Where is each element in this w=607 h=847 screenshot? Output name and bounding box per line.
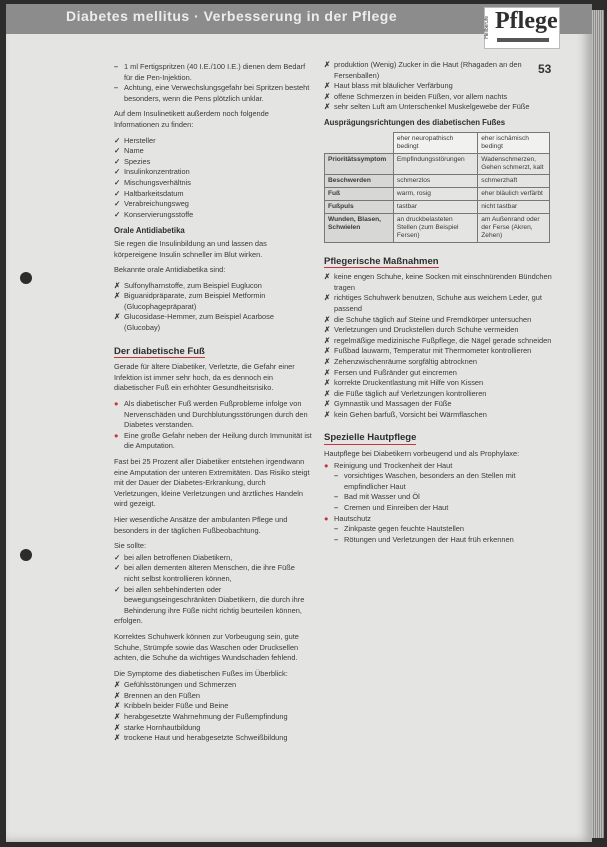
info-text: Auf dem Insulinetikett außerdem noch folgende Informationen zu finden: (114, 109, 269, 129)
list-item: ✓ bei allen betroffenen Diabetikern, (114, 553, 312, 564)
table-col-header: eher ischämisch bedingt (478, 132, 550, 153)
table-cell: Empfindungsstörungen (393, 153, 477, 174)
should-end: erfolgen. (114, 616, 143, 626)
table-row (325, 174, 550, 187)
table-row-label: Wunden, Blasen, Schwielen (325, 213, 394, 242)
page-stack-edge (590, 10, 604, 838)
table-row (325, 200, 550, 213)
list-item: – Bad mit Wasser und Öl (324, 492, 552, 503)
list-item: ● Hautschutz (324, 514, 552, 525)
list-item: ✗ die Schuhe täglich auf Steine und Fremdkörper untersuchen (324, 315, 552, 326)
list-item: ✗ Sulfonylharnstoffe, zum Beispiel Euglucon (114, 281, 312, 292)
table-col-header: eher neuropathisch bedingt (393, 132, 477, 153)
logo-underline (497, 38, 549, 42)
foot-extra-text: Fast bei 25 Prozent aller Diabetiker entstehen irgendwann eine Amputation der unteren Extremitäten. Das Risiko steigt mit der Dauer der Diabetes-Erkrankung, durch Verletzungen, kleine Verletzungen und ärztliches Handeln wird gezeigt. (114, 457, 310, 509)
list-item: ✗ sehr selten Luft am Unterschenkel Muskelgewebe der Füße (324, 102, 552, 113)
table-row-label: Beschwerden (325, 174, 394, 187)
list-item: ✗ starke Hornhautbildung (114, 723, 312, 734)
list-item: ✗ Verletzungen und Druckstellen durch Schuhe vermeiden (324, 325, 552, 336)
list-item: ✗ keine engen Schuhe, keine Socken mit einschnürenden Bündchen tragen (324, 272, 552, 293)
list-item: – Rötungen und Verletzungen der Haut früh erkennen (324, 535, 552, 546)
list-item: ✗ produktion (Wenig) Zucker in die Haut (Rhagaden an den Fersenballen) (324, 60, 552, 81)
symptoms-text: Die Symptome des diabetischen Fußes im Überblick: (114, 668, 288, 678)
list-item: ✗ Gefühlsstörungen und Schmerzen (114, 680, 312, 691)
special-text: Hautpflege bei Diabetikern vorbeugend und als Prophylaxe: (324, 449, 520, 459)
known-text: Bekannte orale Antidiabetika sind: (114, 265, 226, 275)
list-item: ✗ regelmäßige medizinische Fußpflege, die Nägel gerade schneiden (324, 336, 552, 347)
table-row (325, 187, 550, 200)
binder-hole-bottom (20, 549, 32, 561)
diabetic-foot-table (324, 132, 550, 243)
left-column (114, 62, 312, 749)
symptoms-list (114, 680, 312, 744)
list-item: ● Als diabetischer Fuß werden Fußprobleme infolge von Nervenschäden und Durchblutungsstörungen durch den Diabetes verstanden. (114, 399, 312, 431)
list-item: ✗ die Füße täglich auf Verletzungen kontrollieren (324, 389, 552, 400)
table-corner (325, 132, 394, 153)
table-cell: schmerzhaft (478, 174, 550, 187)
list-item: ✓ Mischungsverhältnis (114, 178, 312, 189)
list-item: ✗ Fußbad lauwarm, Temperatur mit Thermometer kontrollieren (324, 346, 552, 357)
care-measures-list (324, 272, 552, 420)
foot-text: Gerade für ältere Diabetiker, Verletzte, die Gefahr einer Infektion ist immer sehr hoch, da es dennoch ein diabetischer Fuß ein erhöhter Gesundheitsrisiko. (114, 362, 295, 393)
list-item: ✗ trockene Haut und herabgesetzte Schweißbildung (114, 733, 312, 744)
list-item: ✗ Gymnastik und Massagen der Füße (324, 399, 552, 410)
table-cell: warm, rosig (393, 187, 477, 200)
list-item: ✗ Glucosidase-Hemmer, zum Beispiel Acarbose (Glucobay) (114, 312, 312, 333)
logo-text: Pflege (495, 8, 558, 34)
list-item: – 1 ml Fertigspritzen (40 I.E./100 I.E.) dienen dem Bedarf für die Pen-Injektion. (114, 62, 312, 83)
list-item: ✗ Fersen und Fußränder gut eincremen (324, 368, 552, 379)
care-measures-heading: Pflegerische Maßnahmen (324, 255, 439, 267)
oral-antidiabetics-heading: Orale Antidiabetika (114, 226, 185, 236)
oral-text: Sie regen die Insulinbildung an und lassen das körpereigene Insulin schneller im Blut wirken. (114, 238, 267, 259)
special-list (324, 461, 552, 546)
list-item: – Achtung, eine Verwechslungsgefahr bei Spritzen besteht besonders, wenn die Pens plötzlich unklar. (114, 83, 312, 104)
list-item: – Cremen und Einreiben der Haut (324, 503, 552, 514)
special-skin-care-heading: Spezielle Hautpflege (324, 432, 417, 444)
should-heading: Sie sollte: (114, 541, 147, 551)
diabetic-foot-heading: Der diabetische Fuß (114, 345, 205, 357)
oral-list (114, 281, 312, 334)
right-column (324, 60, 552, 550)
should-list (114, 553, 312, 617)
table-cell: eher bläulich verfärbt (478, 187, 550, 200)
document-page (6, 4, 592, 842)
list-item: ✓ Haltbarkeitsdatum (114, 189, 312, 200)
list-item: ✗ richtiges Schuhwerk benutzen, Schuhe aus weichem Leder, gut passend (324, 293, 552, 314)
foot-bullets (114, 399, 312, 452)
foot-extra-text-2: Hier wesentliche Ansätze der ambulanten Pflege und besonders in der täglichen Fußbeobachtung. (114, 514, 288, 535)
binder-hole-top (20, 272, 32, 284)
magazine-logo (484, 7, 560, 49)
top-list (324, 60, 552, 113)
table-cell: am Außenrand oder der Ferse (Akren, Zehen) (478, 213, 550, 242)
list-item: – vorsichtiges Waschen, besonders an den Stellen mit empfindlicher Haut (324, 471, 552, 492)
list-item: ✓ bei allen dementen älteren Menschen, die ihre Füße nicht selbst kontrollieren können, (114, 563, 312, 584)
list-item: ✓ Name (114, 146, 312, 157)
header-title: Diabetes mellitus · Verbesserung in der Pflege (66, 8, 398, 24)
table-header-row (325, 132, 550, 153)
label-checklist (114, 136, 312, 221)
table-title: Ausprägungsrichtungen des diabetischen Fußes (324, 117, 506, 127)
list-item: ✓ Insulinkonzentration (114, 167, 312, 178)
table-cell: schmerzlos (393, 174, 477, 187)
table-cell: nicht tastbar (478, 200, 550, 213)
list-item: ✗ Brennen an den Füßen (114, 691, 312, 702)
list-item: ✓ Hersteller (114, 136, 312, 147)
table-row-label: Fuß (325, 187, 394, 200)
list-item: ✗ kein Gehen barfuß, Vorsicht bei Wärmflaschen (324, 410, 552, 421)
table-cell: Wadenschmerzen, Gehen schmerzt, kalt (478, 153, 550, 174)
list-item: ✗ offene Schmerzen in beiden Füßen, vor allem nachts (324, 92, 552, 103)
list-item: – Zinkpaste gegen feuchte Hautstellen (324, 524, 552, 535)
page-number: 53 (538, 62, 552, 76)
list-item: ✓ Konservierungsstoffe (114, 210, 312, 221)
list-item: ✓ Spezies (114, 157, 312, 168)
table-cell: an druckbelasteten Stellen (zum Beispiel Fersen) (393, 213, 477, 242)
table-cell: tastbar (393, 200, 477, 213)
table-row-label: Fußpuls (325, 200, 394, 213)
list-item: ✗ Zehenzwischenräume sorgfältig abtrocknen (324, 357, 552, 368)
table-row (325, 153, 550, 174)
list-item: ✗ Kribbeln beider Füße und Beine (114, 701, 312, 712)
table-row (325, 213, 550, 242)
logo-vertical-text: Heilberufe (484, 16, 490, 39)
list-item: ● Reinigung und Trockenheit der Haut (324, 461, 552, 472)
list-item: ✗ herabgesetzte Wahrnehmung der Fußempfindung (114, 712, 312, 723)
list-item: ✗ Haut blass mit bläulicher Verfärbung (324, 81, 552, 92)
list-item: ✓ Verabreichungsweg (114, 199, 312, 210)
care-text: Korrektes Schuhwerk können zur Vorbeugung sein, gute Schuhe, Strümpfe sowie das Waschen oder Drucksellen achten, die Schuhe da wichtiges Wundschaden fehlend. (114, 631, 299, 663)
list-item: ✗ Biguanidpräparate, zum Beispiel Metformin (Glucophagepräparat) (114, 291, 312, 312)
list-item: ✓ bei allen sehbehinderten oder bewegungseingeschränkten Diabetikern, die durch ihre Behinderung ihre Füße nicht richtig beurteilen können, (114, 585, 312, 617)
intro-list (114, 62, 312, 104)
list-item: ✗ korrekte Druckentlastung mit Hilfe von Kissen (324, 378, 552, 389)
table-row-label: Prioritätssymptom (325, 153, 394, 174)
list-item: ● Eine große Gefahr neben der Heilung durch Immunität ist die Amputation. (114, 431, 312, 452)
